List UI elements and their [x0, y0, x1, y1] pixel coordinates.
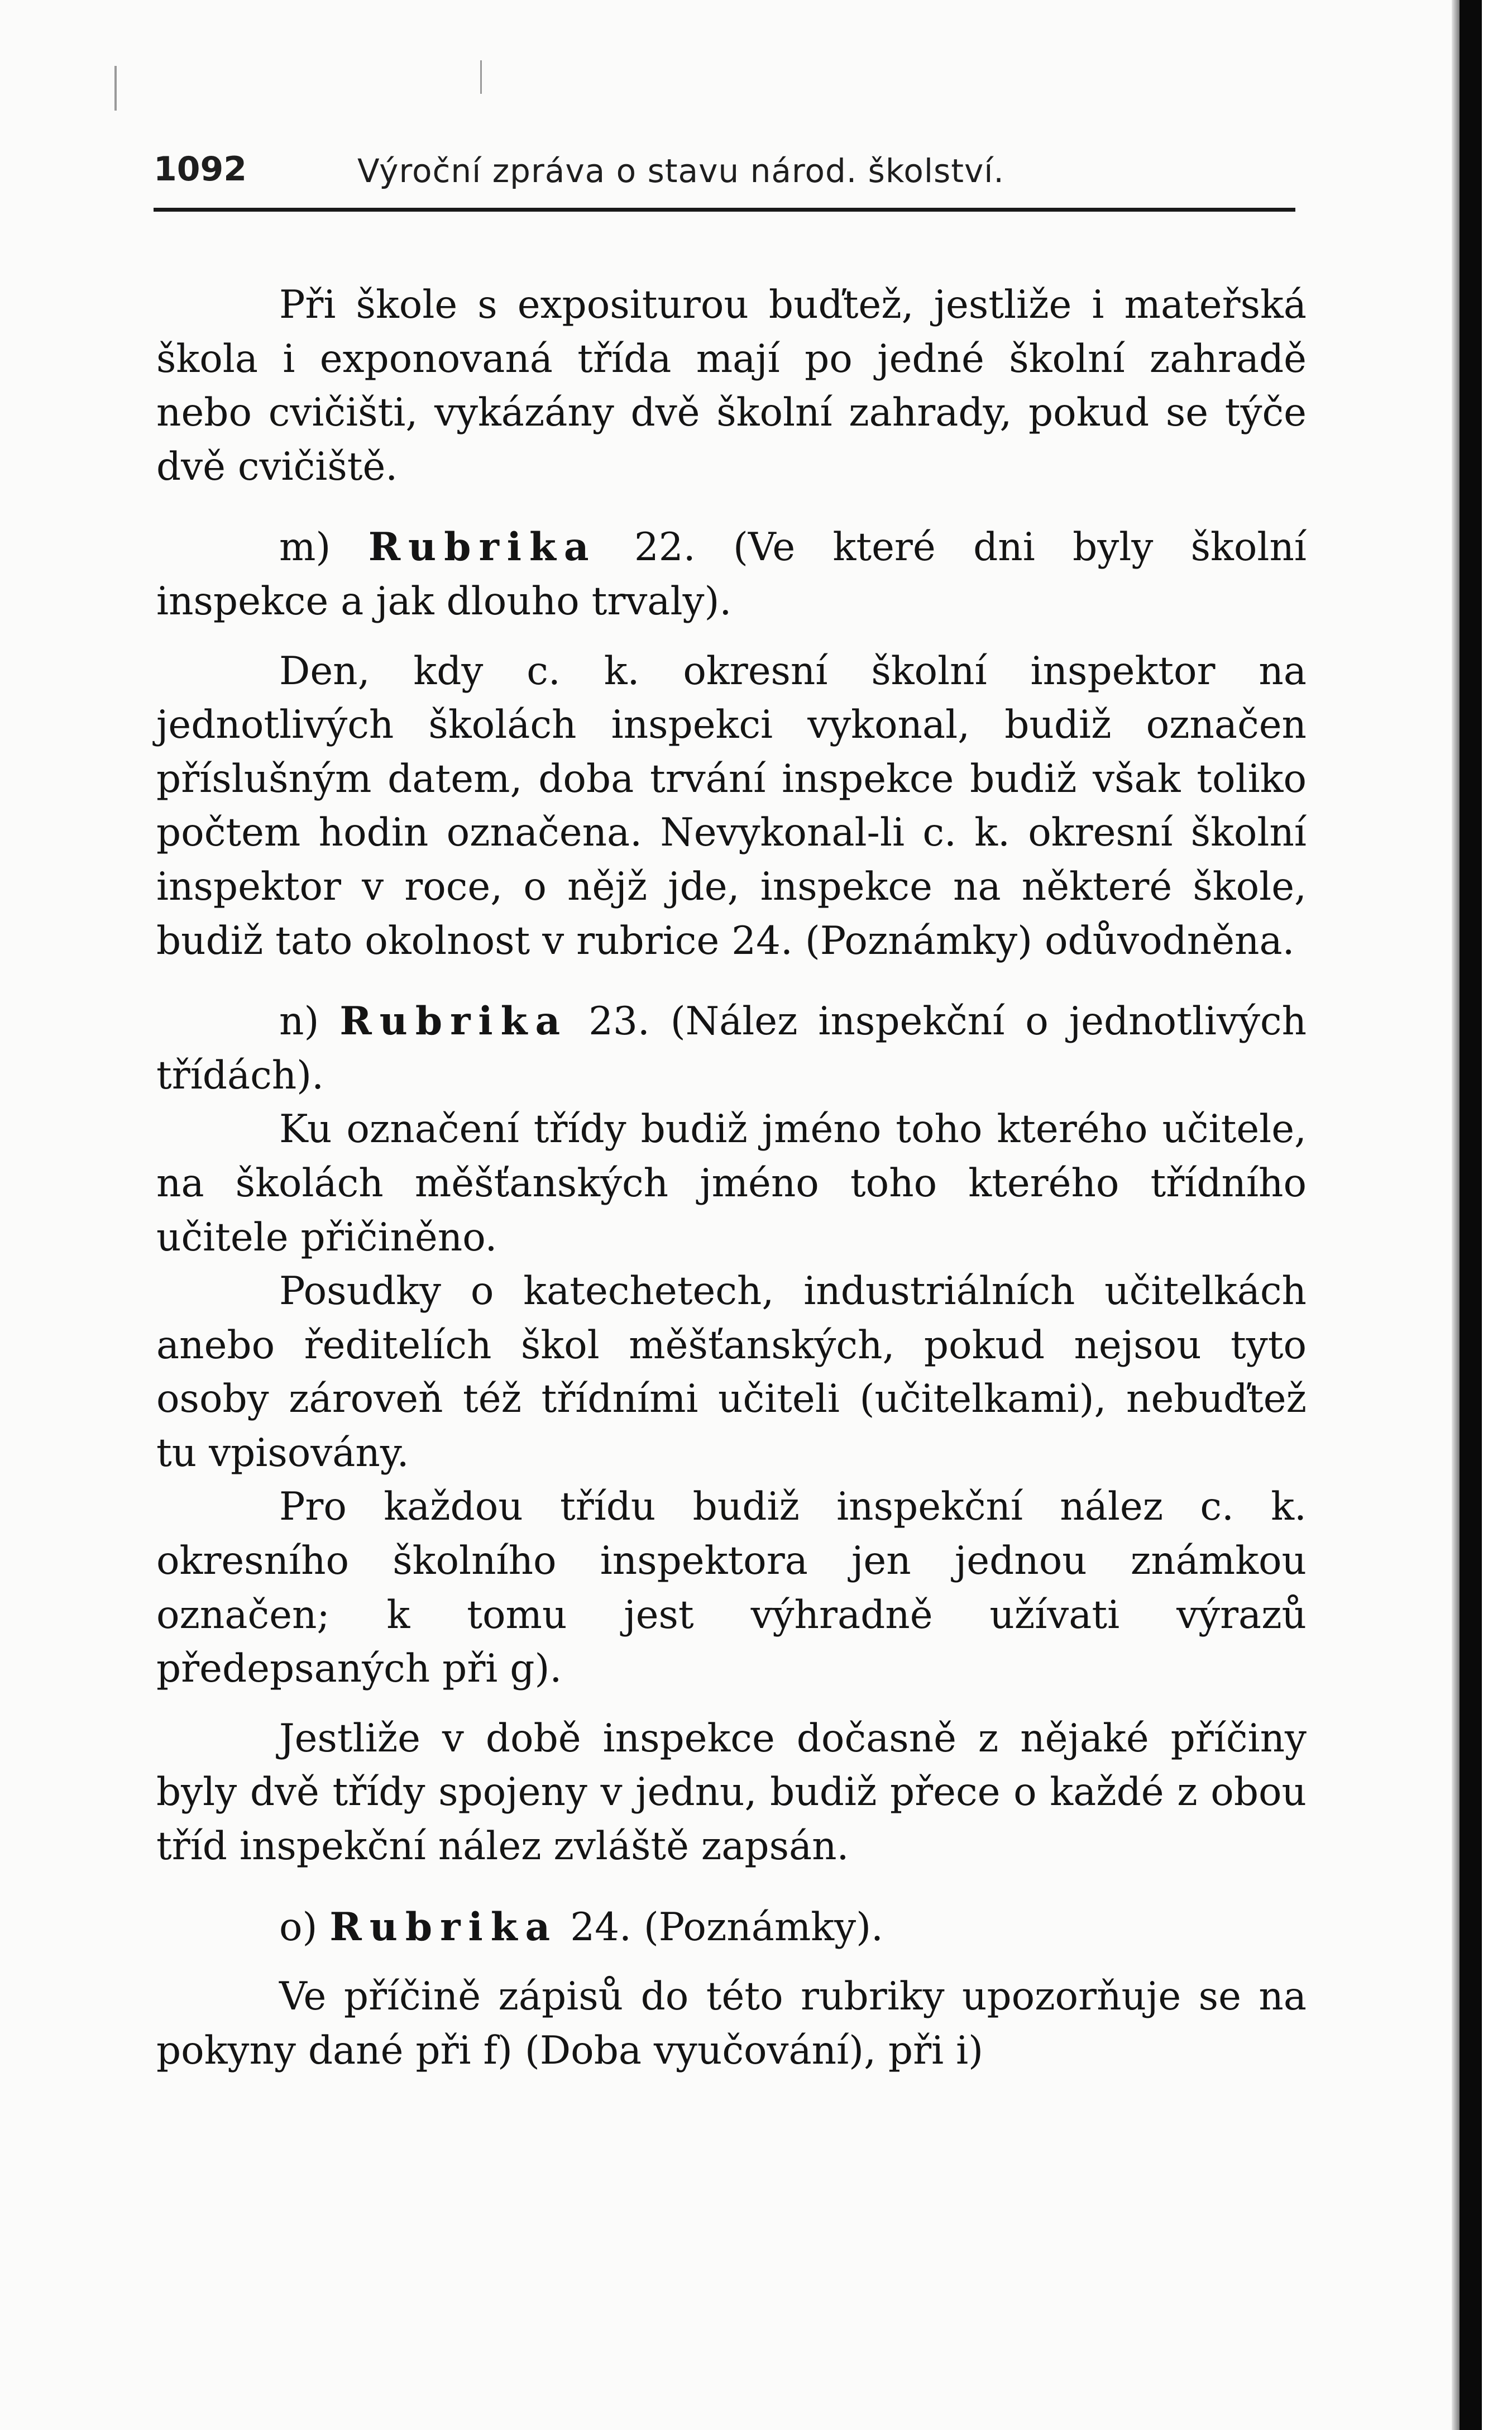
- page-number: 1092: [154, 150, 247, 189]
- page-edge-shadow: [1452, 0, 1460, 2430]
- paragraph: Den, kdy c. k. okresní školní inspektor na jednotlivých školách inspekci vykonal, budiž označen příslušným datem, doba trvání inspekce budiž však toliko počtem hodin označena. Nevykonal-li c. k. okresní školní inspektor v roce, o nějž jde, inspekce na některé škole, budiž tato okolnost v rubrice 24. (Poznámky) odůvodněna.: [156, 648, 1307, 963]
- paragraph: Jestliže v době inspekce dočasně z nějaké příčiny byly dvě třídy spojeny v jednu, budiž přece o každé z obou tříd inspekční nález zvláště zapsán.: [156, 1716, 1307, 1869]
- paragraph: Posudky o katechetech, industriálních učitelkách anebo ředitelích škol měšťanských, pokud nejsou tyto osoby zároveň též třídními učiteli (učitelkami), nebuďtež tu vpisovány.: [156, 1269, 1307, 1476]
- header-rule: [154, 208, 1295, 212]
- page-header: [154, 150, 1295, 200]
- scan-artifact: [480, 60, 482, 94]
- scan-border: [1460, 0, 1482, 2430]
- running-head: Výroční zpráva o stavu národ. školství.: [357, 152, 1004, 190]
- rubric-label: Rubrika: [339, 999, 568, 1044]
- section-heading: m) Rubrika 22. (Ve které dni byly školní inspekce a jak dlouho trvaly).: [156, 524, 1307, 624]
- paragraph: Pro každou třídu budiž inspekční nález c. k. okresního školního inspektora jen jednou známkou označen; k tomu jest výhradně užívati výrazů předepsaných při g).: [156, 1484, 1307, 1692]
- section-heading: n) Rubrika 23. (Nález inspekční o jednotlivých třídách).: [156, 999, 1307, 1098]
- paragraph: Při škole s expositurou buďtež, jestliže i mateřská škola i exponovaná třída mají po jedné školní zahradě nebo cvičišti, vykázány dvě školní zahrady, pokud se týče dvě cvičiště.: [156, 283, 1307, 489]
- paragraph: Ve příčině zápisů do této rubriky upozorňuje se na pokyny dané při f) (Doba vyučování), při i): [156, 1974, 1307, 2073]
- rubric-label: Rubrika: [368, 524, 597, 570]
- paragraph: Ku označení třídy budiž jméno toho kterého učitele, na školách měšťanských jméno toho kterého třídního učitele přičiněno.: [156, 1107, 1307, 1260]
- scan-artifact: [114, 66, 117, 111]
- section-heading: o) Rubrika 24. (Poznámky).: [279, 1904, 883, 1950]
- rubric-label: Rubrika: [329, 1904, 558, 1950]
- body-text: [156, 278, 1307, 2078]
